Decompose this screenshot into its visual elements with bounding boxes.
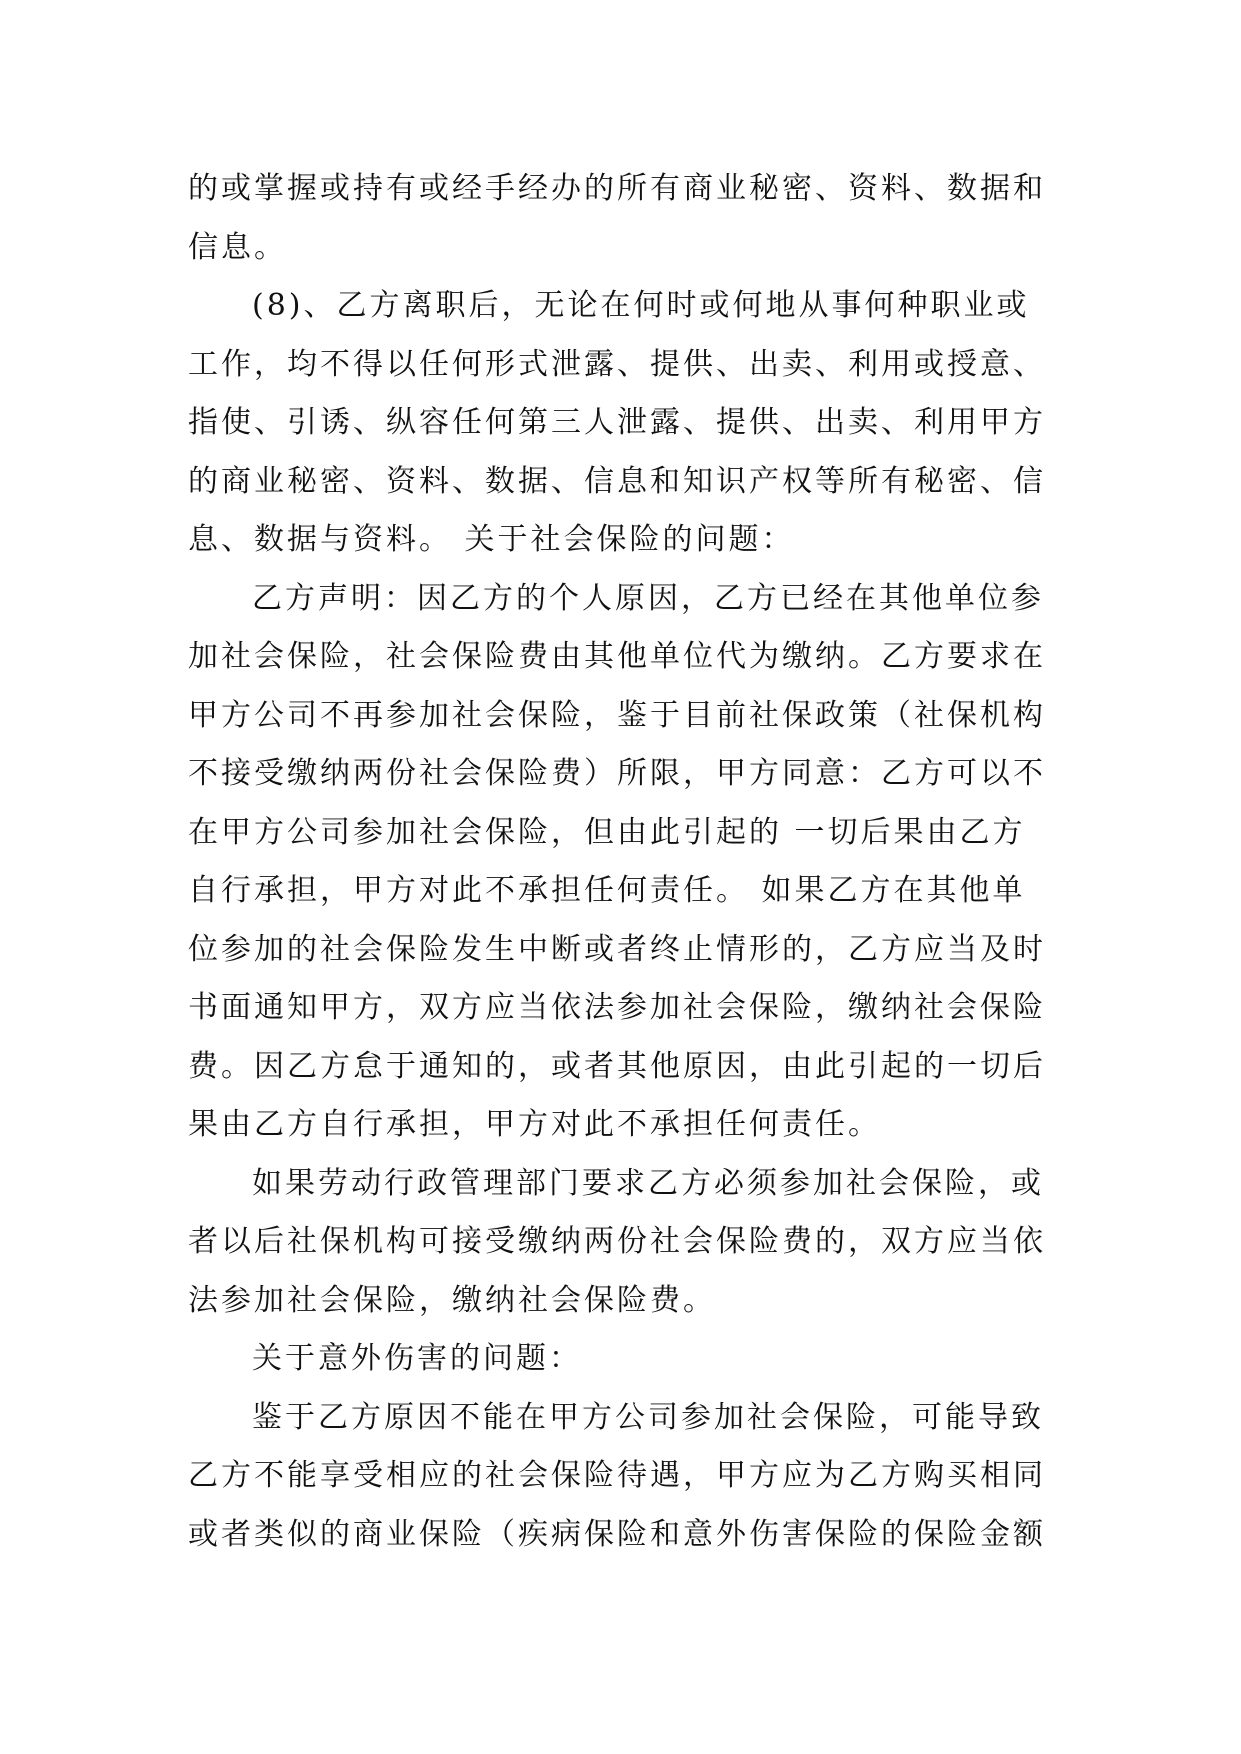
text-line: (8)、乙方离职后，无论在何时或何地从事何种职业或 [252,288,1030,323]
text-line: 者以后社保机构可接受缴纳两份社会保险费的，双方应当依 [188,1224,1046,1259]
document-body [188,160,1068,1564]
text-line: 位参加的社会保险发生中断或者终止情形的，乙方应当及时 [188,931,1046,967]
text-line: 信息。 [188,229,287,265]
text-line: 乙方不能享受相应的社会保险待遇，甲方应为乙方购买相同 [188,1458,1046,1493]
text-line: 甲方公司不再参加社会保险，鉴于目前社保政策（社保机构 [188,697,1046,733]
text-line: 乙方声明：因乙方的个人原因，乙方已经在其他单位参 [252,580,1044,616]
text-line: 息、数据与资料。 关于社会保险的问题： [188,522,795,557]
text-line: 书面通知甲方，双方应当依法参加社会保险，缴纳社会保险 [188,990,1046,1025]
text-line: 在甲方公司参加社会保险，但由此引起的 一切后果由乙方 [188,814,1026,850]
text-line: 或者类似的商业保险（疾病保险和意外伤害保险的保险金额 [188,1516,1046,1552]
text-line: 指使、引诱、纵容任何第三人泄露、提供、出卖、利用甲方 [188,405,1046,440]
text-line: 自行承担，甲方对此不承担任何责任。 如果乙方在其他单 [188,873,1026,908]
text-line: 果由乙方自行承担，甲方对此不承担任何责任。 [188,1107,881,1142]
text-line: 不接受缴纳两份社会保险费）所限，甲方同意：乙方可以不 [188,756,1046,791]
text-line: 法参加社会保险，缴纳社会保险费。 [188,1282,716,1318]
text-line: 的或掌握或持有或经手经办的所有商业秘密、资料、数据和 [188,171,1046,206]
text-line: 的商业秘密、资料、数据、信息和知识产权等所有秘密、信 [188,463,1046,499]
text-line: 费。因乙方怠于通知的，或者其他原因，由此引起的一切后 [188,1048,1046,1084]
text-line: 工作，均不得以任何形式泄露、提供、出卖、利用或授意、 [188,346,1046,382]
text-line: 关于意外伤害的问题： [252,1341,582,1376]
text-line: 如果劳动行政管理部门要求乙方必须参加社会保险，或 [252,1165,1044,1201]
text-line: 加社会保险，社会保险费由其他单位代为缴纳。乙方要求在 [188,639,1046,674]
text-line: 鉴于乙方原因不能在甲方公司参加社会保险，可能导致 [252,1399,1044,1435]
